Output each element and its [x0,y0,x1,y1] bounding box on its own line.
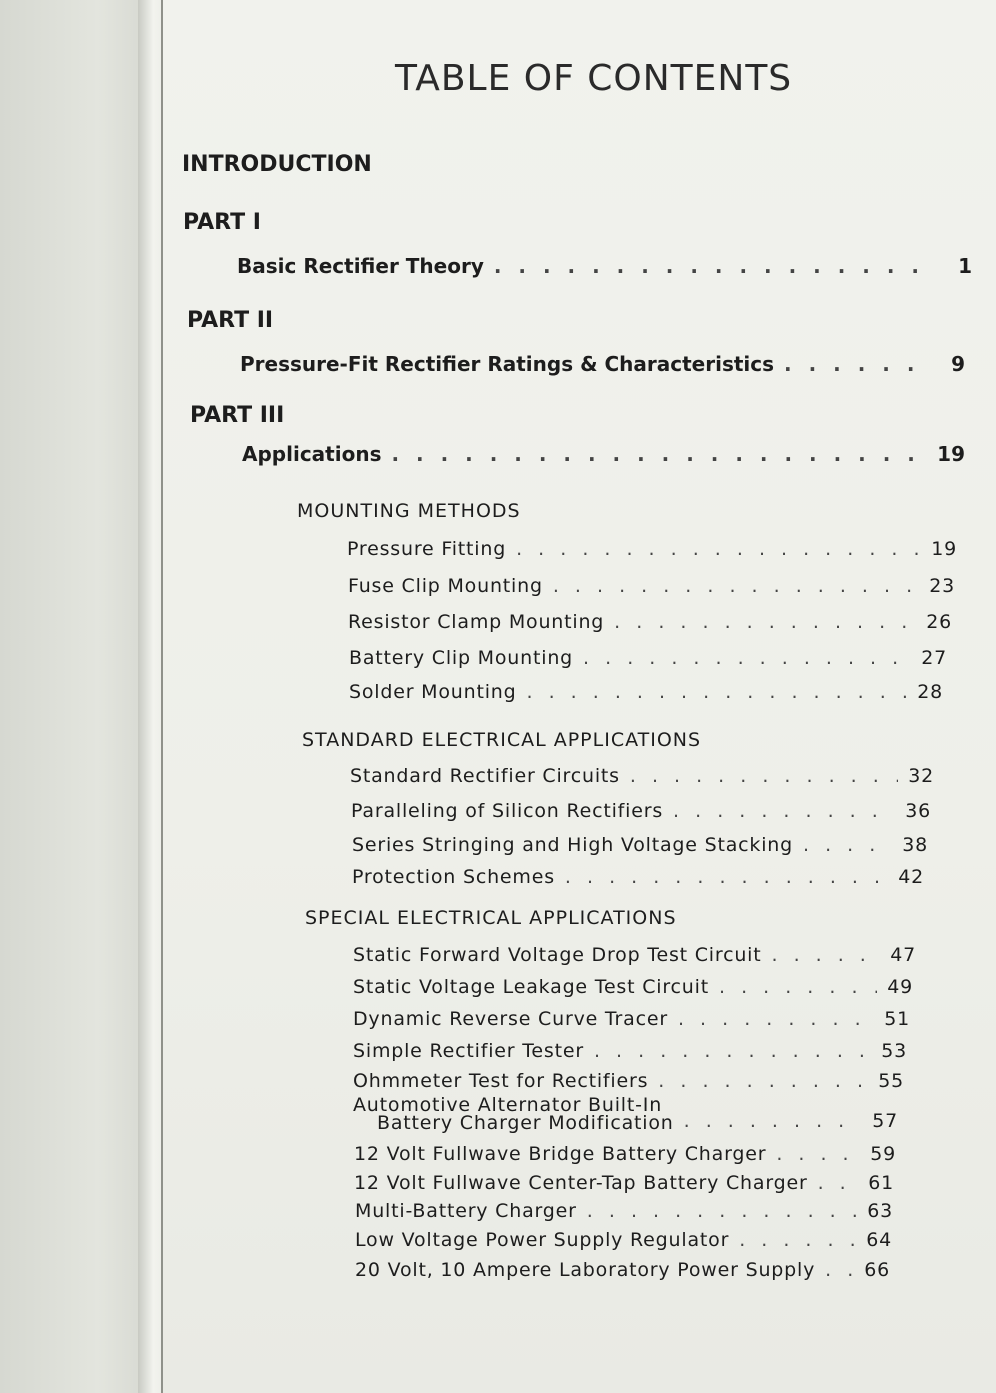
leader-dots [630,765,898,787]
leader-dots [739,1229,856,1251]
toc-entry-label: 12 Volt Fullwave Center-Tap Battery Charger [354,1172,808,1194]
toc-entry[interactable] [353,1070,904,1092]
page-title: TABLE OF CONTENTS [395,58,793,99]
toc-entry-page: 28 [917,681,943,703]
leader-dots [587,1200,857,1222]
toc-entry-label: 20 Volt, 10 Ampere Laboratory Power Supply [355,1259,816,1281]
toc-entry[interactable] [349,647,947,669]
toc-entry-page: 61 [868,1172,894,1194]
leader-dots [784,352,929,376]
toc-entry[interactable] [349,681,943,703]
toc-entry-label [353,1096,674,1132]
leader-dots [516,538,921,560]
leader-dots [684,1110,862,1132]
leader-dots [391,442,927,466]
section-heading-standard: STANDARD ELECTRICAL APPLICATIONS [302,729,702,751]
leader-dots [719,976,877,998]
toc-entry-label: Protection Schemes [352,866,555,888]
toc-entry-page: 9 [951,352,965,376]
toc-entry-page: 32 [908,765,934,787]
introduction-heading: INTRODUCTION [182,152,372,177]
toc-entry[interactable] [353,1008,910,1030]
toc-entry-page: 64 [866,1229,892,1251]
toc-entry-page: 36 [905,800,931,822]
toc-entry[interactable] [242,442,965,466]
toc-entry-label: Simple Rectifier Tester [353,1040,584,1062]
toc-entry-page: 26 [926,611,952,633]
section-heading-mounting: MOUNTING METHODS [297,500,521,522]
toc-entry[interactable] [347,538,957,560]
leader-dots [614,611,916,633]
toc-entry[interactable] [355,1259,890,1281]
toc-entry-page: 59 [870,1143,896,1165]
leader-dots [527,681,908,703]
toc-entry[interactable] [348,575,955,597]
toc-entry-label: Low Voltage Power Supply Regulator [355,1229,730,1251]
toc-entry-label: Resistor Clamp Mounting [348,611,605,633]
toc-entry[interactable] [353,1096,898,1132]
toc-entry-label-line2: Battery Charger Modification [377,1112,674,1134]
toc-entry-page: 49 [887,976,913,998]
toc-entry-page: 51 [884,1008,910,1030]
toc-entry[interactable] [355,1229,892,1251]
toc-entry-page: 57 [872,1110,898,1132]
toc-entry-page: 23 [929,575,955,597]
facing-page [0,0,140,1393]
toc-entry-label: 12 Volt Fullwave Bridge Battery Charger [354,1143,767,1165]
toc-entry-label: Pressure-Fit Rectifier Ratings & Characteristics [240,352,775,376]
part-3-heading: PART III [190,403,285,428]
toc-entry-page: 19 [937,442,965,466]
toc-entry[interactable] [237,254,972,278]
leader-dots [678,1008,874,1030]
part-1-heading: PART I [183,210,261,235]
section-heading-special: SPECIAL ELECTRICAL APPLICATIONS [305,907,677,929]
toc-entry-label: Series Stringing and High Voltage Stacking [352,834,793,856]
toc-entry-page: 27 [921,647,947,669]
leader-dots [553,575,919,597]
toc-entry-label: Applications [242,442,382,466]
leader-dots [776,1143,860,1165]
toc-entry-page: 53 [881,1040,907,1062]
toc-entry-page: 1 [958,254,972,278]
toc-entry-label: Pressure Fitting [347,538,507,560]
leader-dots [494,254,936,278]
toc-entry-page: 19 [931,538,957,560]
toc-entry[interactable] [352,834,928,856]
toc-entry[interactable] [348,611,952,633]
leader-dots [825,1259,854,1281]
toc-entry[interactable] [353,1040,907,1062]
toc-entry-page: 38 [902,834,928,856]
leader-dots [673,800,895,822]
toc-entry-label-line1: Automotive Alternator Built-In [353,1094,663,1116]
toc-entry-label: Ohmmeter Test for Rectifiers [353,1070,649,1092]
toc-entry-label: Paralleling of Silicon Rectifiers [351,800,664,822]
toc-entry-page: 63 [867,1200,893,1222]
toc-entry-label: Multi-Battery Charger [355,1200,577,1222]
toc-entry[interactable] [350,765,934,787]
toc-entry[interactable] [240,352,965,376]
leader-dots [583,647,911,669]
toc-entry-label: Battery Clip Mounting [349,647,574,669]
toc-entry-page: 42 [898,866,924,888]
toc-entry-page: 66 [864,1259,890,1281]
toc-entry[interactable] [354,1172,894,1194]
leader-dots [771,944,880,966]
toc-entry-page: 47 [890,944,916,966]
leader-dots [594,1040,871,1062]
toc-entry[interactable] [352,866,924,888]
toc-entry-label: Dynamic Reverse Curve Tracer [353,1008,668,1030]
leader-dots [803,834,892,856]
leader-dots [658,1070,868,1092]
toc-entry-label: Solder Mounting [349,681,517,703]
toc-entry[interactable] [354,1143,896,1165]
toc-entry[interactable] [351,800,931,822]
toc-entry-label: Static Voltage Leakage Test Circuit [353,976,709,998]
toc-entry-label: Fuse Clip Mounting [348,575,543,597]
leader-dots [565,866,888,888]
toc-entry-label: Static Forward Voltage Drop Test Circuit [353,944,762,966]
toc-entry-page: 55 [878,1070,904,1092]
toc-entry[interactable] [353,976,913,998]
toc-entry[interactable] [355,1200,893,1222]
part-2-heading: PART II [187,308,274,333]
leader-dots [818,1172,858,1194]
toc-entry[interactable] [353,944,916,966]
toc-entry-label: Basic Rectifier Theory [237,254,484,278]
toc-entry-label: Standard Rectifier Circuits [350,765,620,787]
